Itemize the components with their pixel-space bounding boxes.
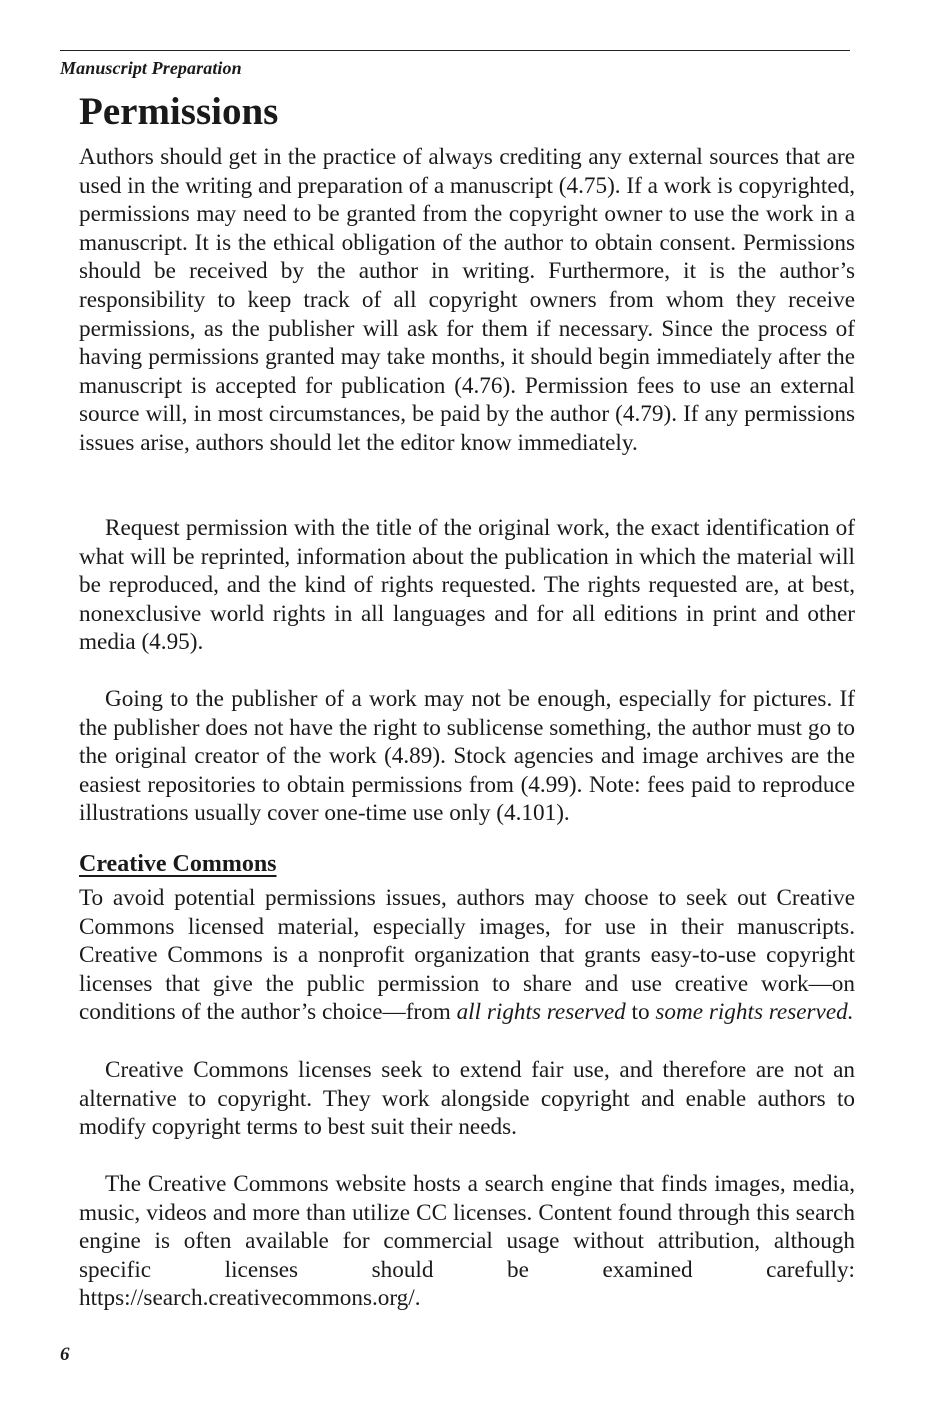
page-number: 6 [60, 1344, 70, 1365]
paragraph: The Creative Commons website hosts a search engine that finds images, media, music, videos and more than utilize CC licenses. Content found through this search engine is often available for commercial usage without attribution, although specific licenses should be examined carefully: https://search.creativecommons.org/. [79, 1171, 855, 1312]
paragraph: Request permission with the title of the original work, the exact identification of what will be reprinted, information about the publication in which the material will be reproduced, and the kind of rights requested. The rights requested are, at best, nonexclusive world rights in all languages and for all editions in print and other media (4.95). [79, 515, 855, 656]
emphasis-text: all rights reserved [456, 999, 626, 1026]
header-rule [60, 50, 850, 51]
running-head: Manuscript Preparation [60, 58, 242, 78]
paragraph: Creative Commons licenses seek to extend fair use, and therefore are not an alternative to copyright. They work alongside copyright and enable authors to modify copyright terms to best suit their needs. [79, 1057, 855, 1141]
emphasis-text: some rights reserved. [655, 999, 854, 1026]
paragraph-text: to [625, 999, 656, 1026]
subsection-title: Creative Commons [79, 851, 277, 877]
paragraph: Going to the publisher of a work may not be enough, especially for pictures. If the publisher does not have the right to sublicense something, the author must go to the original creator of the work (4.89). Stock agencies and image archives are the easiest repositories to obtain permissions from (4.99). Note: fees paid to reproduce illustrations usually cover one-time use only (4.101). [79, 686, 855, 827]
paragraph [79, 884, 855, 1027]
section-title: Permissions [79, 90, 279, 133]
paragraph: Authors should get in the practice of always crediting any external sources that are used in the writing and preparation of a manuscript (4.75). If a work is copyrighted, permissions may need to be granted from the copyright owner to use the work in a manuscript. It is the ethical obligation of the author to obtain consent. Permissions should be received by the author in writing. Furthermore, it is the author’s responsibility to keep track of all copyright owners from whom they receive permissions, as the publisher will ask for them if necessary. Since the process of having permissions granted may take months, it should begin immediately after the manuscript is accepted for publication (4.76). Permission fees to use an external source will, in most circumstances, be paid by the author (4.79). If any permissions issues arise, authors should let the editor know immediately. [79, 144, 855, 456]
paragraph-text: To avoid potential permissions issues, authors may choose to seek out Creative Commons licensed material, especially images, for use in their manuscripts. Creative Commons is a nonprofit organization that grants easy-to-use copyright licenses that give the public permission to share and use creative work—on conditions of the author’s choice—from [79, 885, 855, 1026]
